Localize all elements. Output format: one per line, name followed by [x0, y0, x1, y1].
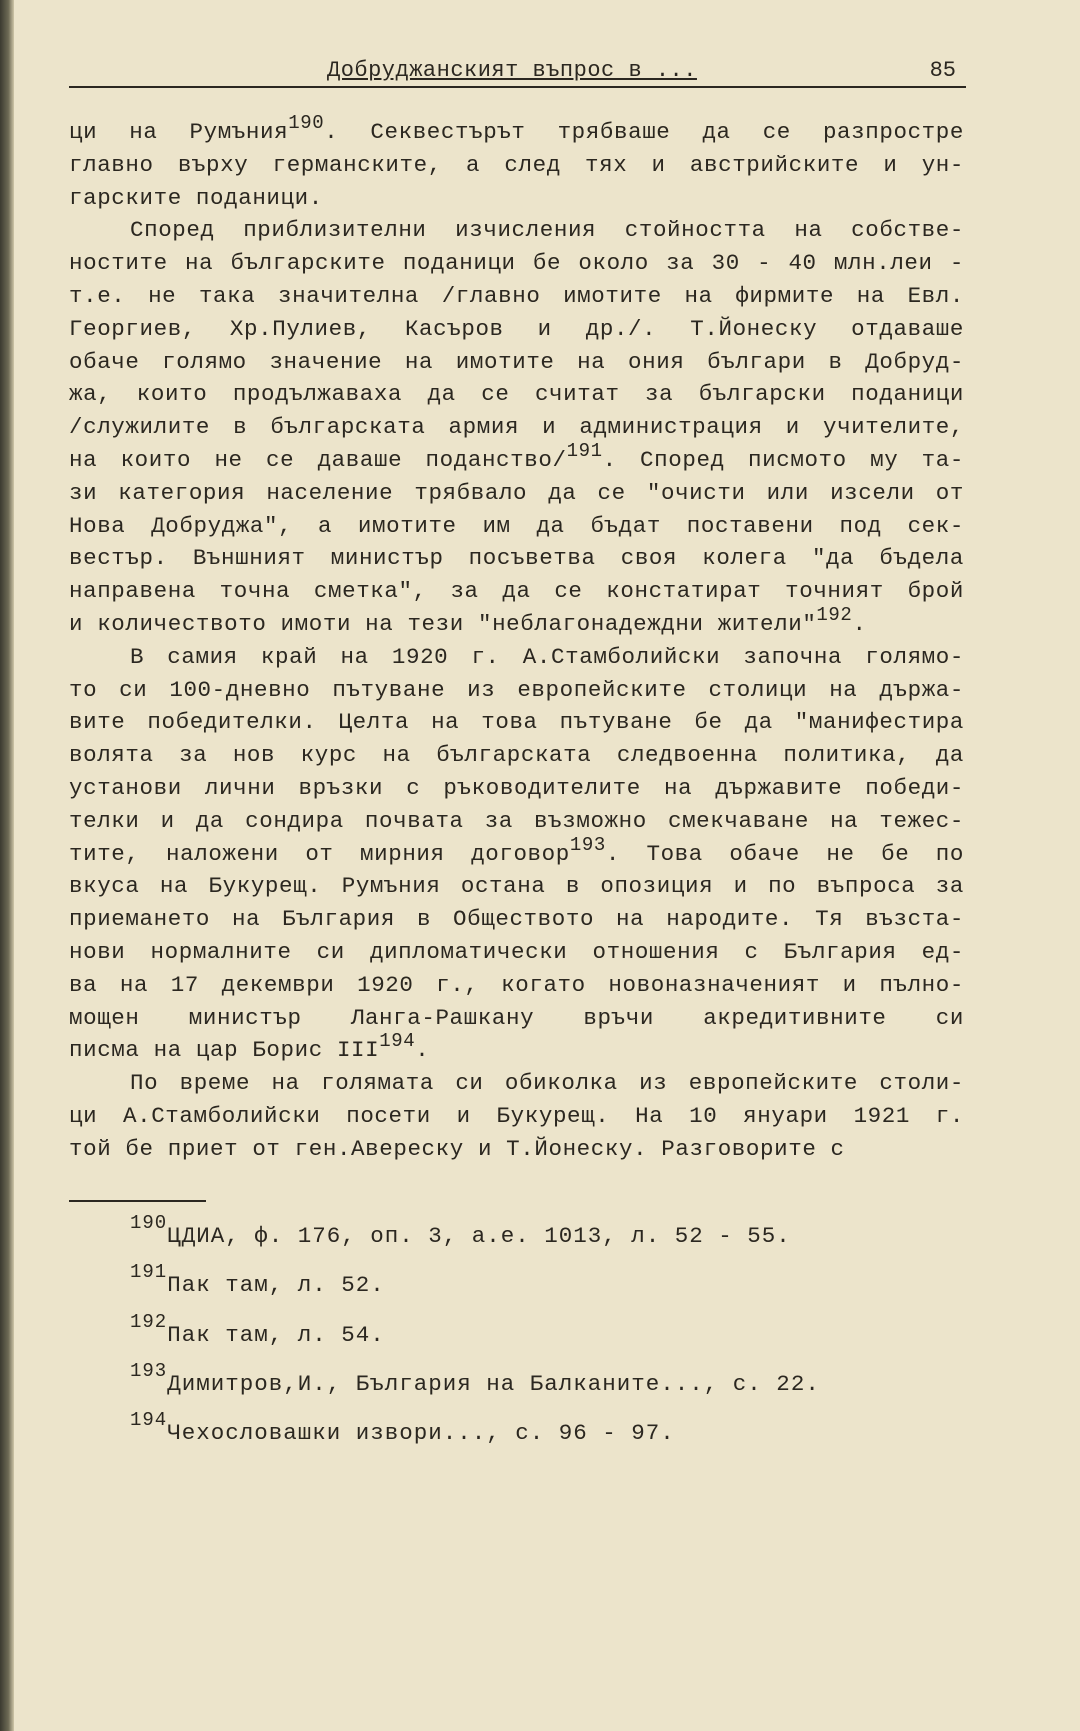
footnote-separator — [69, 1200, 206, 1202]
text-segment: гарските поданици. — [69, 184, 323, 211]
text-line — [69, 833, 964, 871]
text-segment: на които не се даваше поданство/ — [69, 446, 567, 473]
text-segment: жа, които продължаваха да се считат за български поданици — [69, 381, 964, 408]
text-segment: Нова Добруджа", а имотите им да бъдат поставени под сек- — [69, 512, 964, 539]
text-line — [69, 1133, 964, 1166]
text-segment: . Според писмото му та- — [602, 446, 964, 473]
text-segment: /служилите в българската армия и администрация и учителите, — [69, 414, 964, 441]
text-line — [69, 182, 964, 215]
text-segment: ци на Румъния — [69, 119, 289, 145]
running-title: Добруджанският въпрос в ... — [327, 58, 697, 83]
footnote-reference: 193 — [569, 833, 606, 856]
text-segment: нови нормалните си дипломатически отношения с България ед- — [69, 938, 964, 965]
text-line — [69, 439, 964, 477]
footnote — [130, 1311, 820, 1360]
text-segment: зи категория население трябвало да се "очисти или изсели от — [69, 479, 964, 506]
text-segment: т.е. не така значителна /главно имотите на фирмите на Евл. — [69, 282, 964, 309]
text-segment: ци А.Стамболийски посети и Букурещ. На 10 януари 1921 г. — [69, 1102, 964, 1129]
text-line — [69, 805, 964, 838]
text-line — [69, 149, 964, 182]
text-line — [69, 280, 964, 313]
text-segment: По време на голямата си обиколка из европейските столи- — [130, 1070, 964, 1097]
text-segment: приемането на България в Обществото на народите. Тя възста- — [69, 906, 964, 933]
text-segment: вите победителки. Целта на това пътуване бе да "манифестира — [69, 709, 964, 736]
text-line — [69, 214, 964, 247]
text-segment: волята за нов курс на българската следвоенна политика, да — [69, 742, 964, 769]
text-line — [69, 641, 964, 674]
text-segment: телки и да сондира почвата за възможно смекчаване на тежес- — [69, 807, 964, 834]
footnote-reference: 192 — [816, 603, 853, 626]
footnote-number: 194 — [130, 1409, 168, 1432]
text-line — [69, 542, 964, 575]
text-line — [69, 247, 964, 280]
text-segment: мощен министър Ланга-Рашкану връчи акредитивните си — [69, 1004, 964, 1031]
footnote-number: 192 — [130, 1310, 168, 1333]
text-line — [69, 378, 964, 411]
scan-page-edge — [0, 0, 14, 1731]
text-segment: писма на цар Борис III — [69, 1037, 380, 1064]
text-segment: той бе приет от ген.Авереску и Т.Йонеску. Разговорите с — [69, 1135, 845, 1162]
text-line — [69, 603, 964, 641]
footnote-reference: 194 — [379, 1030, 416, 1053]
text-line — [69, 411, 964, 444]
text-segment: . Секвестърът трябваше да се разпростре — [324, 119, 964, 145]
body-text — [69, 112, 964, 1166]
text-line — [69, 706, 964, 739]
text-line — [69, 112, 964, 149]
text-segment: главно върху германските, а след тях и австрийските и ун- — [69, 151, 964, 178]
text-line — [69, 1002, 964, 1035]
text-line — [69, 477, 964, 510]
text-segment: ва на 17 декември 1920 г., когато новоназначеният и пълно- — [69, 971, 964, 998]
text-line — [69, 1030, 964, 1067]
text-segment: Според приблизителни изчисления стойността на собстве- — [130, 217, 964, 244]
text-line — [69, 674, 964, 707]
text-line — [69, 510, 964, 543]
footnote-text: Чехословашки извори..., с. 96 - 97. — [167, 1420, 675, 1447]
text-segment: вестър. Външният министър посъветва своя колега "да бъдела — [69, 545, 964, 572]
footnotes — [130, 1212, 820, 1458]
text-segment: установи лични връзки с ръководителите на държавите победи- — [69, 774, 964, 801]
footnote-number: 190 — [130, 1212, 168, 1234]
footnote-text: Пак там, л. 52. — [167, 1272, 385, 1299]
text-line — [69, 870, 964, 903]
footnote-text: Пак там, л. 54. — [167, 1321, 385, 1348]
text-segment: . — [852, 610, 867, 637]
text-line — [69, 969, 964, 1002]
text-line — [69, 1067, 964, 1100]
text-segment: . — [415, 1037, 430, 1064]
text-line — [69, 903, 964, 936]
text-segment: . Това обаче не бе по — [605, 840, 964, 867]
text-line — [69, 772, 964, 805]
text-segment: то си 100-дневно пътуване из европейските столици на държа- — [69, 676, 964, 703]
footnote-reference: 191 — [566, 439, 603, 462]
text-segment: направена точна сметка", за да се констатират точният брой — [69, 578, 964, 605]
text-line — [69, 1100, 964, 1133]
page-number: 85 — [929, 58, 956, 83]
footnote — [130, 1409, 820, 1458]
text-line — [69, 346, 964, 379]
text-segment: и количеството имоти на тези "неблагонадеждни жители" — [69, 610, 817, 637]
footnote — [130, 1261, 820, 1310]
text-segment: тите, наложени от мирния договор — [69, 840, 570, 867]
text-segment: вкуса на Букурещ. Румъния остана в опозиция и по въпроса за — [69, 873, 964, 900]
text-segment: В самия край на 1920 г. А.Стамболийски започна голямо- — [130, 643, 964, 670]
footnote-text: Димитров,И., България на Балканите..., с. 22. — [167, 1370, 820, 1397]
text-segment: Георгиев, Хр.Пулиев, Касъров и др./. Т.Йонеску отдаваше — [69, 315, 964, 342]
footnote — [130, 1212, 820, 1261]
text-line — [69, 739, 964, 772]
text-line — [69, 313, 964, 346]
text-segment: обаче голямо значение на имотите на ония българи в Добруд- — [69, 348, 964, 375]
footnote-reference: 190 — [288, 112, 325, 134]
text-segment: ностите на българските поданици бе около за 30 - 40 млн.леи - — [69, 250, 964, 277]
footnote-number: 191 — [130, 1261, 168, 1284]
footnote — [130, 1360, 820, 1409]
footnote-number: 193 — [130, 1359, 168, 1382]
running-header — [69, 56, 966, 88]
text-line — [69, 936, 964, 969]
footnote-text: ЦДИА, ф. 176, оп. 3, а.е. 1013, л. 52 - 55. — [167, 1223, 791, 1249]
